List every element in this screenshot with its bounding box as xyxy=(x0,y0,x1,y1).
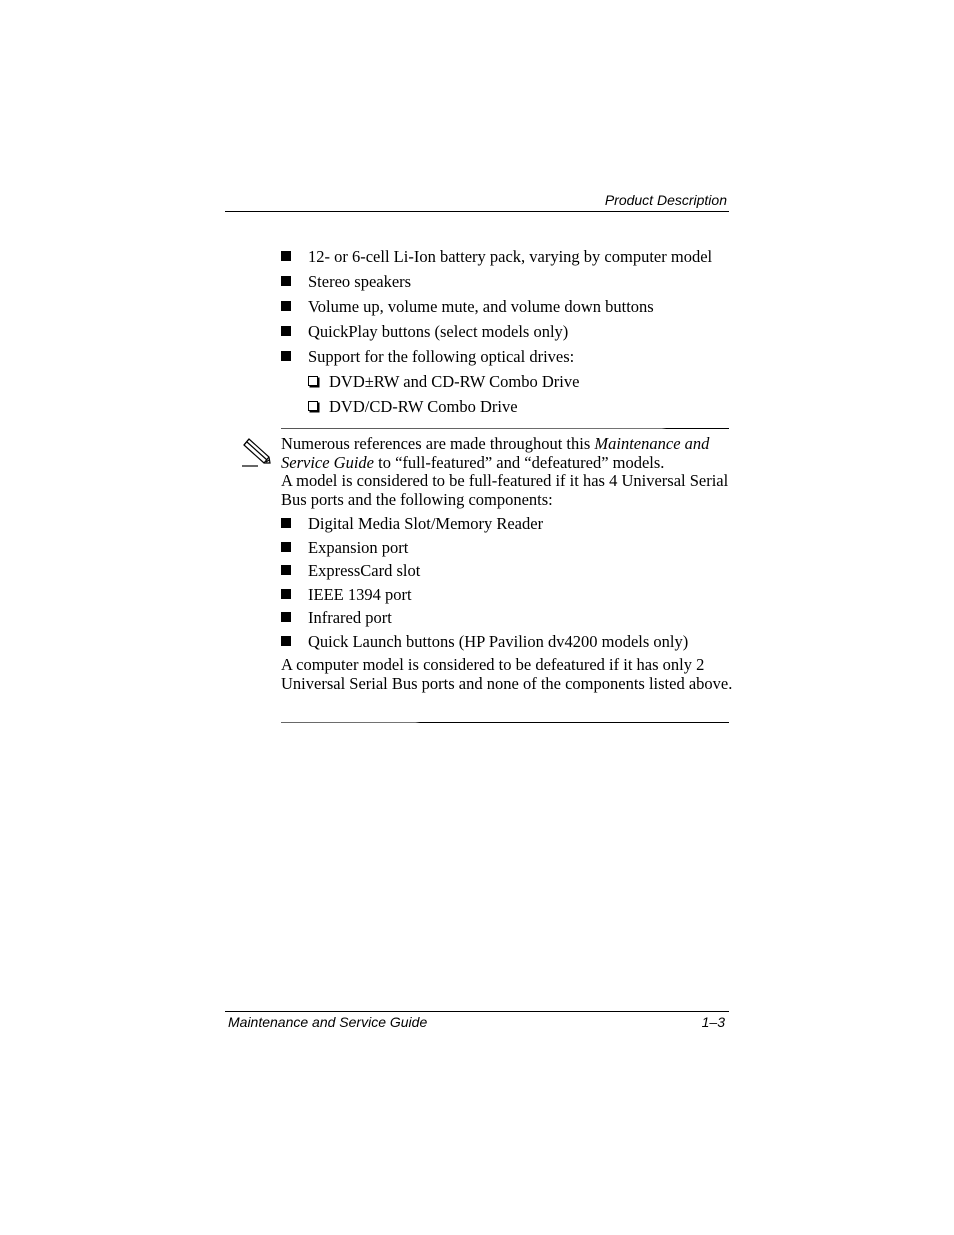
sub-list-item-text: DVD/CD-RW Combo Drive xyxy=(329,397,518,416)
bullet-square-icon xyxy=(281,251,291,261)
component-list xyxy=(281,512,736,653)
bullet-square-icon xyxy=(281,542,291,552)
list-item xyxy=(281,244,741,269)
list-item xyxy=(281,319,741,344)
bullet-square-icon xyxy=(281,326,291,336)
list-item-text: ExpressCard slot xyxy=(308,561,421,580)
sub-list-item-text: DVD±RW and CD-RW Combo Drive xyxy=(329,372,580,391)
list-item xyxy=(281,583,736,607)
bullet-box-icon xyxy=(308,376,318,386)
list-item-text: Quick Launch buttons (HP Pavilion dv4200 models only) xyxy=(308,631,689,651)
note-intro-text-end: to “full-featured” and “defeatured” models. xyxy=(374,452,665,472)
list-item-text: 12- or 6-cell Li-Ion battery pack, varying by computer model xyxy=(308,247,713,266)
defeatured-definition: A computer model is considered to be defeatured if it has only 2 Universal Serial Bus ports and none of the components listed above. xyxy=(281,655,733,693)
bullet-square-icon xyxy=(281,612,291,622)
bullet-square-icon xyxy=(281,518,291,528)
list-item-text: Stereo speakers xyxy=(308,272,412,291)
list-item xyxy=(281,512,736,536)
footer-guide-title: Maintenance and Service Guide xyxy=(228,1014,428,1030)
list-item-text: QuickPlay buttons (select models only) xyxy=(308,322,569,341)
note-intro xyxy=(281,435,736,472)
list-item xyxy=(281,536,736,560)
list-item-text: Volume up, volume mute, and volume down buttons xyxy=(308,297,654,316)
page-number: 1–3 xyxy=(701,1014,725,1030)
list-item-text: Infrared port xyxy=(308,608,392,627)
bullet-square-icon xyxy=(281,351,291,361)
list-item xyxy=(281,606,736,630)
note-bottom-divider xyxy=(281,722,729,723)
footer-divider xyxy=(225,1011,729,1012)
sub-list-item xyxy=(281,394,741,419)
list-item-text: Expansion port xyxy=(308,537,409,557)
bullet-box-icon xyxy=(308,401,318,411)
list-item xyxy=(281,630,736,654)
page-header-title: Product Description xyxy=(604,192,727,208)
list-item xyxy=(281,269,741,294)
bullet-square-icon xyxy=(281,276,291,286)
list-item-text: Support for the following optical drives: xyxy=(308,347,575,366)
list-item-text: IEEE 1394 port xyxy=(308,584,412,604)
list-item xyxy=(281,344,741,369)
note-block xyxy=(281,435,736,693)
pencil-note-icon xyxy=(240,436,276,468)
bullet-square-icon xyxy=(281,636,291,646)
bullet-square-icon xyxy=(281,565,291,575)
note-intro-text: Numerous references are made throughout this xyxy=(281,434,595,453)
list-item-text: Digital Media Slot/Memory Reader xyxy=(308,514,544,533)
list-item xyxy=(281,294,741,319)
list-item xyxy=(281,559,736,583)
header-divider xyxy=(225,211,729,212)
feature-list xyxy=(281,244,741,419)
bullet-square-icon xyxy=(281,589,291,599)
full-featured-definition: A model is considered to be full-featured if it has 4 Universal Serial Bus ports and the following components: xyxy=(281,471,729,509)
guide-title-reference: Maintenance and Service Guide xyxy=(281,434,710,472)
sub-list-item xyxy=(281,369,741,394)
note-top-divider xyxy=(281,428,729,429)
bullet-square-icon xyxy=(281,301,291,311)
